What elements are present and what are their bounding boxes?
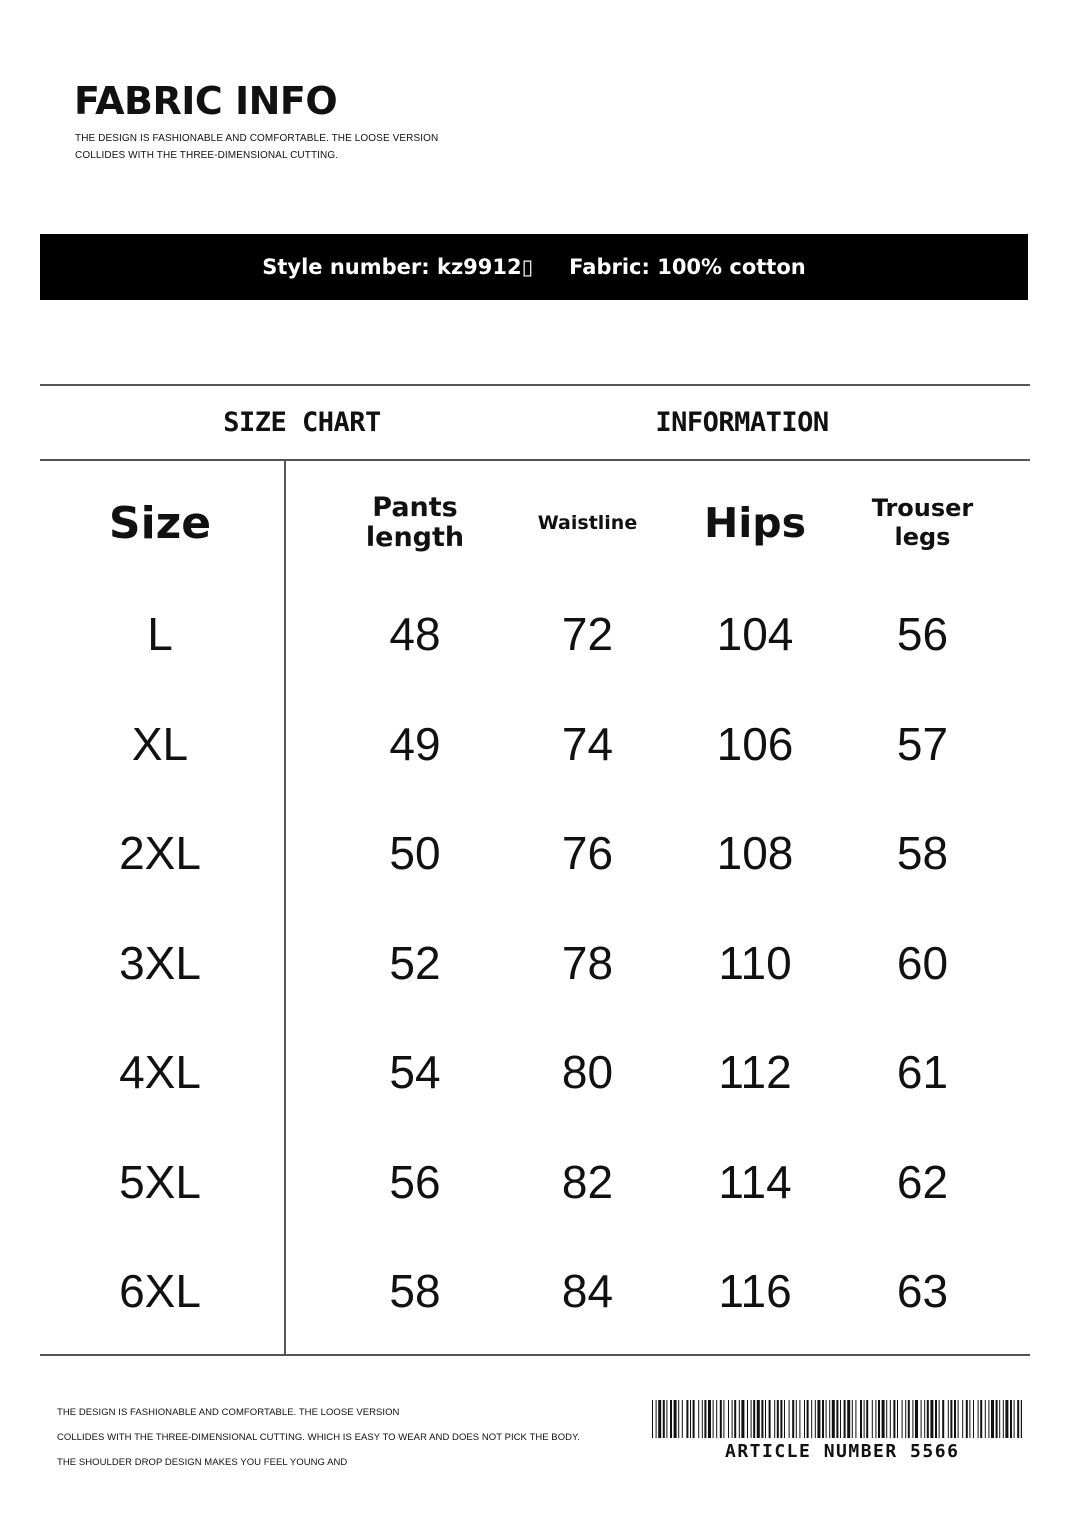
column-header-hips: Hips	[703, 499, 807, 547]
column-header-trouser-legs-line-1: Trouser	[871, 494, 974, 522]
table-top-divider	[40, 384, 1030, 386]
cell-pants-length: 58	[389, 1265, 441, 1317]
table-header-divider	[40, 459, 1030, 461]
cell-pants-length: 56	[389, 1155, 441, 1208]
cell-size: L	[147, 608, 173, 660]
table-row	[40, 1237, 1030, 1347]
cell-trouser-legs: 58	[896, 827, 949, 879]
column-header-trouser-legs-line-2: legs	[894, 523, 951, 551]
column-header-waistline: Waistline	[537, 512, 638, 534]
table-row	[40, 1128, 1030, 1238]
column-header-pants-length-line-1: Pants	[372, 492, 458, 523]
info-banner	[40, 234, 1028, 300]
cell-size: 6XL	[119, 1265, 201, 1317]
table-row	[40, 690, 1030, 800]
cell-hips: 110	[718, 936, 792, 989]
cell-trouser-legs: 62	[896, 1155, 949, 1208]
style-number: Style number: kz9912▯	[262, 255, 534, 279]
column-header-size: Size	[108, 497, 212, 549]
cell-pants-length: 49	[389, 717, 441, 770]
cell-pants-length: 50	[389, 827, 441, 879]
cell-hips: 116	[718, 1265, 792, 1317]
cell-trouser-legs: 60	[896, 936, 949, 989]
header-description-line-2: COLLIDES WITH THE THREE-DIMENSIONAL CUTTING.	[75, 150, 339, 161]
column-header-pants-length-line-2: length	[365, 522, 465, 553]
section-title-size-chart: SIZE CHART	[223, 407, 381, 438]
page-title: FABRIC INFO	[74, 79, 338, 123]
article-number: ARTICLE NUMBER 5566	[725, 1441, 960, 1462]
cell-pants-length: 52	[389, 936, 441, 989]
cell-trouser-legs: 57	[896, 717, 949, 770]
column-header-trouser-legs	[840, 478, 1005, 568]
cell-size: 5XL	[119, 1155, 201, 1208]
cell-pants-length: 48	[389, 608, 441, 660]
cell-size: 3XL	[119, 936, 201, 989]
footer-description-line-3: THE SHOULDER DROP DESIGN MAKES YOU FEEL YOUNG AND	[57, 1457, 348, 1468]
cell-hips: 108	[716, 827, 794, 879]
cell-waistline: 76	[561, 827, 614, 879]
cell-trouser-legs: 56	[896, 608, 949, 660]
cell-hips: 106	[716, 717, 794, 770]
table-bottom-divider	[40, 1354, 1030, 1356]
cell-size: XL	[131, 717, 189, 770]
cell-pants-length: 54	[389, 1046, 441, 1098]
cell-hips: 114	[718, 1155, 792, 1208]
cell-size: 4XL	[119, 1046, 201, 1098]
barcode-icon	[652, 1400, 1022, 1438]
footer-description-line-1: THE DESIGN IS FASHIONABLE AND COMFORTABLE. THE LOOSE VERSION	[57, 1407, 400, 1418]
section-title-information: INFORMATION	[655, 407, 829, 438]
cell-waistline: 84	[561, 1265, 614, 1317]
table-row	[40, 799, 1030, 909]
column-header-pants-length	[330, 478, 500, 568]
cell-waistline: 80	[561, 1046, 614, 1098]
fabric-composition: Fabric: 100% cotton	[569, 255, 806, 279]
footer-description-line-2: COLLIDES WITH THE THREE-DIMENSIONAL CUTTING. WHICH IS EASY TO WEAR AND DOES NOT PICK THE BODY.	[57, 1432, 580, 1443]
header-description	[75, 130, 535, 164]
cell-trouser-legs: 61	[896, 1046, 949, 1098]
table-row	[40, 580, 1030, 690]
footer-description	[57, 1400, 617, 1475]
table-row	[40, 1018, 1030, 1128]
cell-size: 2XL	[119, 827, 201, 879]
table-row	[40, 909, 1030, 1019]
cell-hips: 112	[718, 1046, 792, 1098]
cell-hips: 104	[716, 608, 794, 660]
size-table-body	[40, 580, 1030, 1347]
cell-waistline: 82	[561, 1155, 614, 1208]
cell-waistline: 78	[561, 936, 614, 989]
cell-trouser-legs: 63	[896, 1265, 949, 1317]
cell-waistline: 72	[561, 608, 614, 660]
cell-waistline: 74	[561, 717, 614, 770]
header-description-line-1: THE DESIGN IS FASHIONABLE AND COMFORTABLE. THE LOOSE VERSION	[75, 133, 439, 144]
